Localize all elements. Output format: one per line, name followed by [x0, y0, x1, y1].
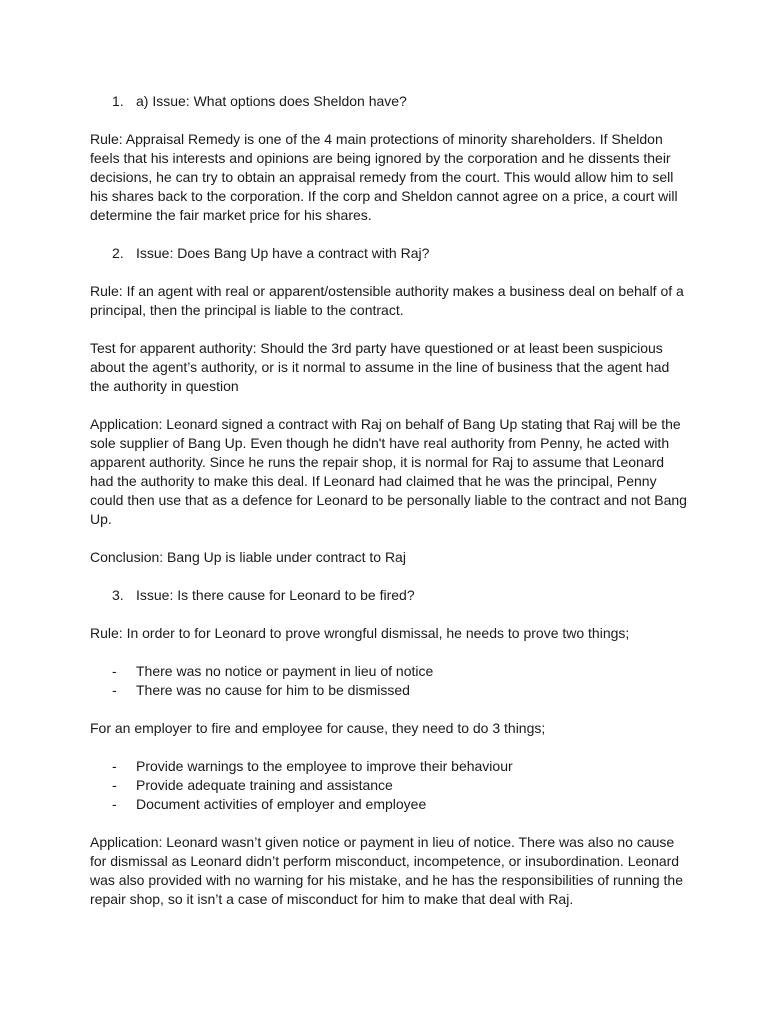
dash-bullet: -: [112, 663, 117, 679]
question-3-issue: [90, 586, 690, 605]
question-2-conclusion: Conclusion: Bang Up is liable under contract to Raj: [90, 549, 406, 565]
list-item: [90, 681, 690, 700]
list-item-text: There was no cause for him to be dismissed: [136, 682, 410, 698]
dash-bullet: -: [112, 758, 117, 774]
list-item-text: Provide warnings to the employee to improve their behaviour: [136, 758, 513, 774]
employer-items-list: [90, 757, 690, 814]
question-3-rule: Rule: In order to for Leonard to prove wrongful dismissal, he needs to prove two things;: [90, 625, 630, 641]
dash-bullet: -: [112, 682, 117, 698]
question-2-rule: Rule: If an agent with real or apparent/ostensible authority makes a business deal on behalf of a principal, then the principal is liable to the contract.: [90, 283, 684, 318]
question-1-rule: Rule: Appraisal Remedy is one of the 4 main protections of minority shareholders. If Sheldon feels that his interests and opinions are being ignored by the corporation and he dissents their decisions, he can try to obtain an appraisal remedy from the court. This would allow him to sell his shares back to the corporation. If the corp and Sheldon cannot agree on a price, a court will determine the fair market price for his shares.: [90, 131, 678, 223]
question-2-application: Application: Leonard signed a contract with Raj on behalf of Bang Up stating that Raj will be the sole supplier of Bang Up. Even though he didn't have real authority from Penny, he acted with apparent authority. Since he runs the repair shop, it is normal for Raj to assume that Leonard had the authority to make this deal. If Leonard had claimed that he was the principal, Penny could then use that as a defence for Leonard to be personally liable to the contract and not Bang Up.: [90, 416, 687, 527]
question-3-application: Application: Leonard wasn’t given notice or payment in lieu of notice. There was also no cause for dismissal as Leonard didn’t perform misconduct, incompetence, or insubordination. Leonard was also provided with no warning for his mistake, and he has the responsibilities of running the repair shop, so it isn’t a case of misconduct for him to make that deal with Raj.: [90, 834, 683, 907]
question-1-issue: [90, 92, 690, 111]
list-number: 3.: [112, 587, 124, 603]
issue-text: a) Issue: What options does Sheldon have?: [136, 93, 407, 109]
issue-text: Issue: Is there cause for Leonard to be fired?: [136, 587, 415, 603]
list-item-text: Provide adequate training and assistance: [136, 777, 393, 793]
dash-bullet: -: [112, 777, 117, 793]
list-item: [90, 776, 690, 795]
question-2-issue: [90, 244, 690, 263]
question-2-test: Test for apparent authority: Should the 3rd party have questioned or at least been suspicious about the agent’s authority, or is it normal to assume in the line of business that the agent had the authority in question: [90, 340, 670, 394]
list-item: [90, 662, 690, 681]
question-3-employer-intro: For an employer to fire and employee for cause, they need to do 3 things;: [90, 720, 546, 736]
list-item: [90, 757, 690, 776]
list-item-text: There was no notice or payment in lieu of notice: [136, 663, 434, 679]
document-page: [90, 92, 690, 928]
list-number: 1.: [112, 93, 124, 109]
list-number: 2.: [112, 245, 124, 261]
issue-text: Issue: Does Bang Up have a contract with Raj?: [136, 245, 430, 261]
list-item-text: Document activities of employer and employee: [136, 796, 427, 812]
dash-bullet: -: [112, 796, 117, 812]
list-item: [90, 795, 690, 814]
rule-items-list: [90, 662, 690, 700]
